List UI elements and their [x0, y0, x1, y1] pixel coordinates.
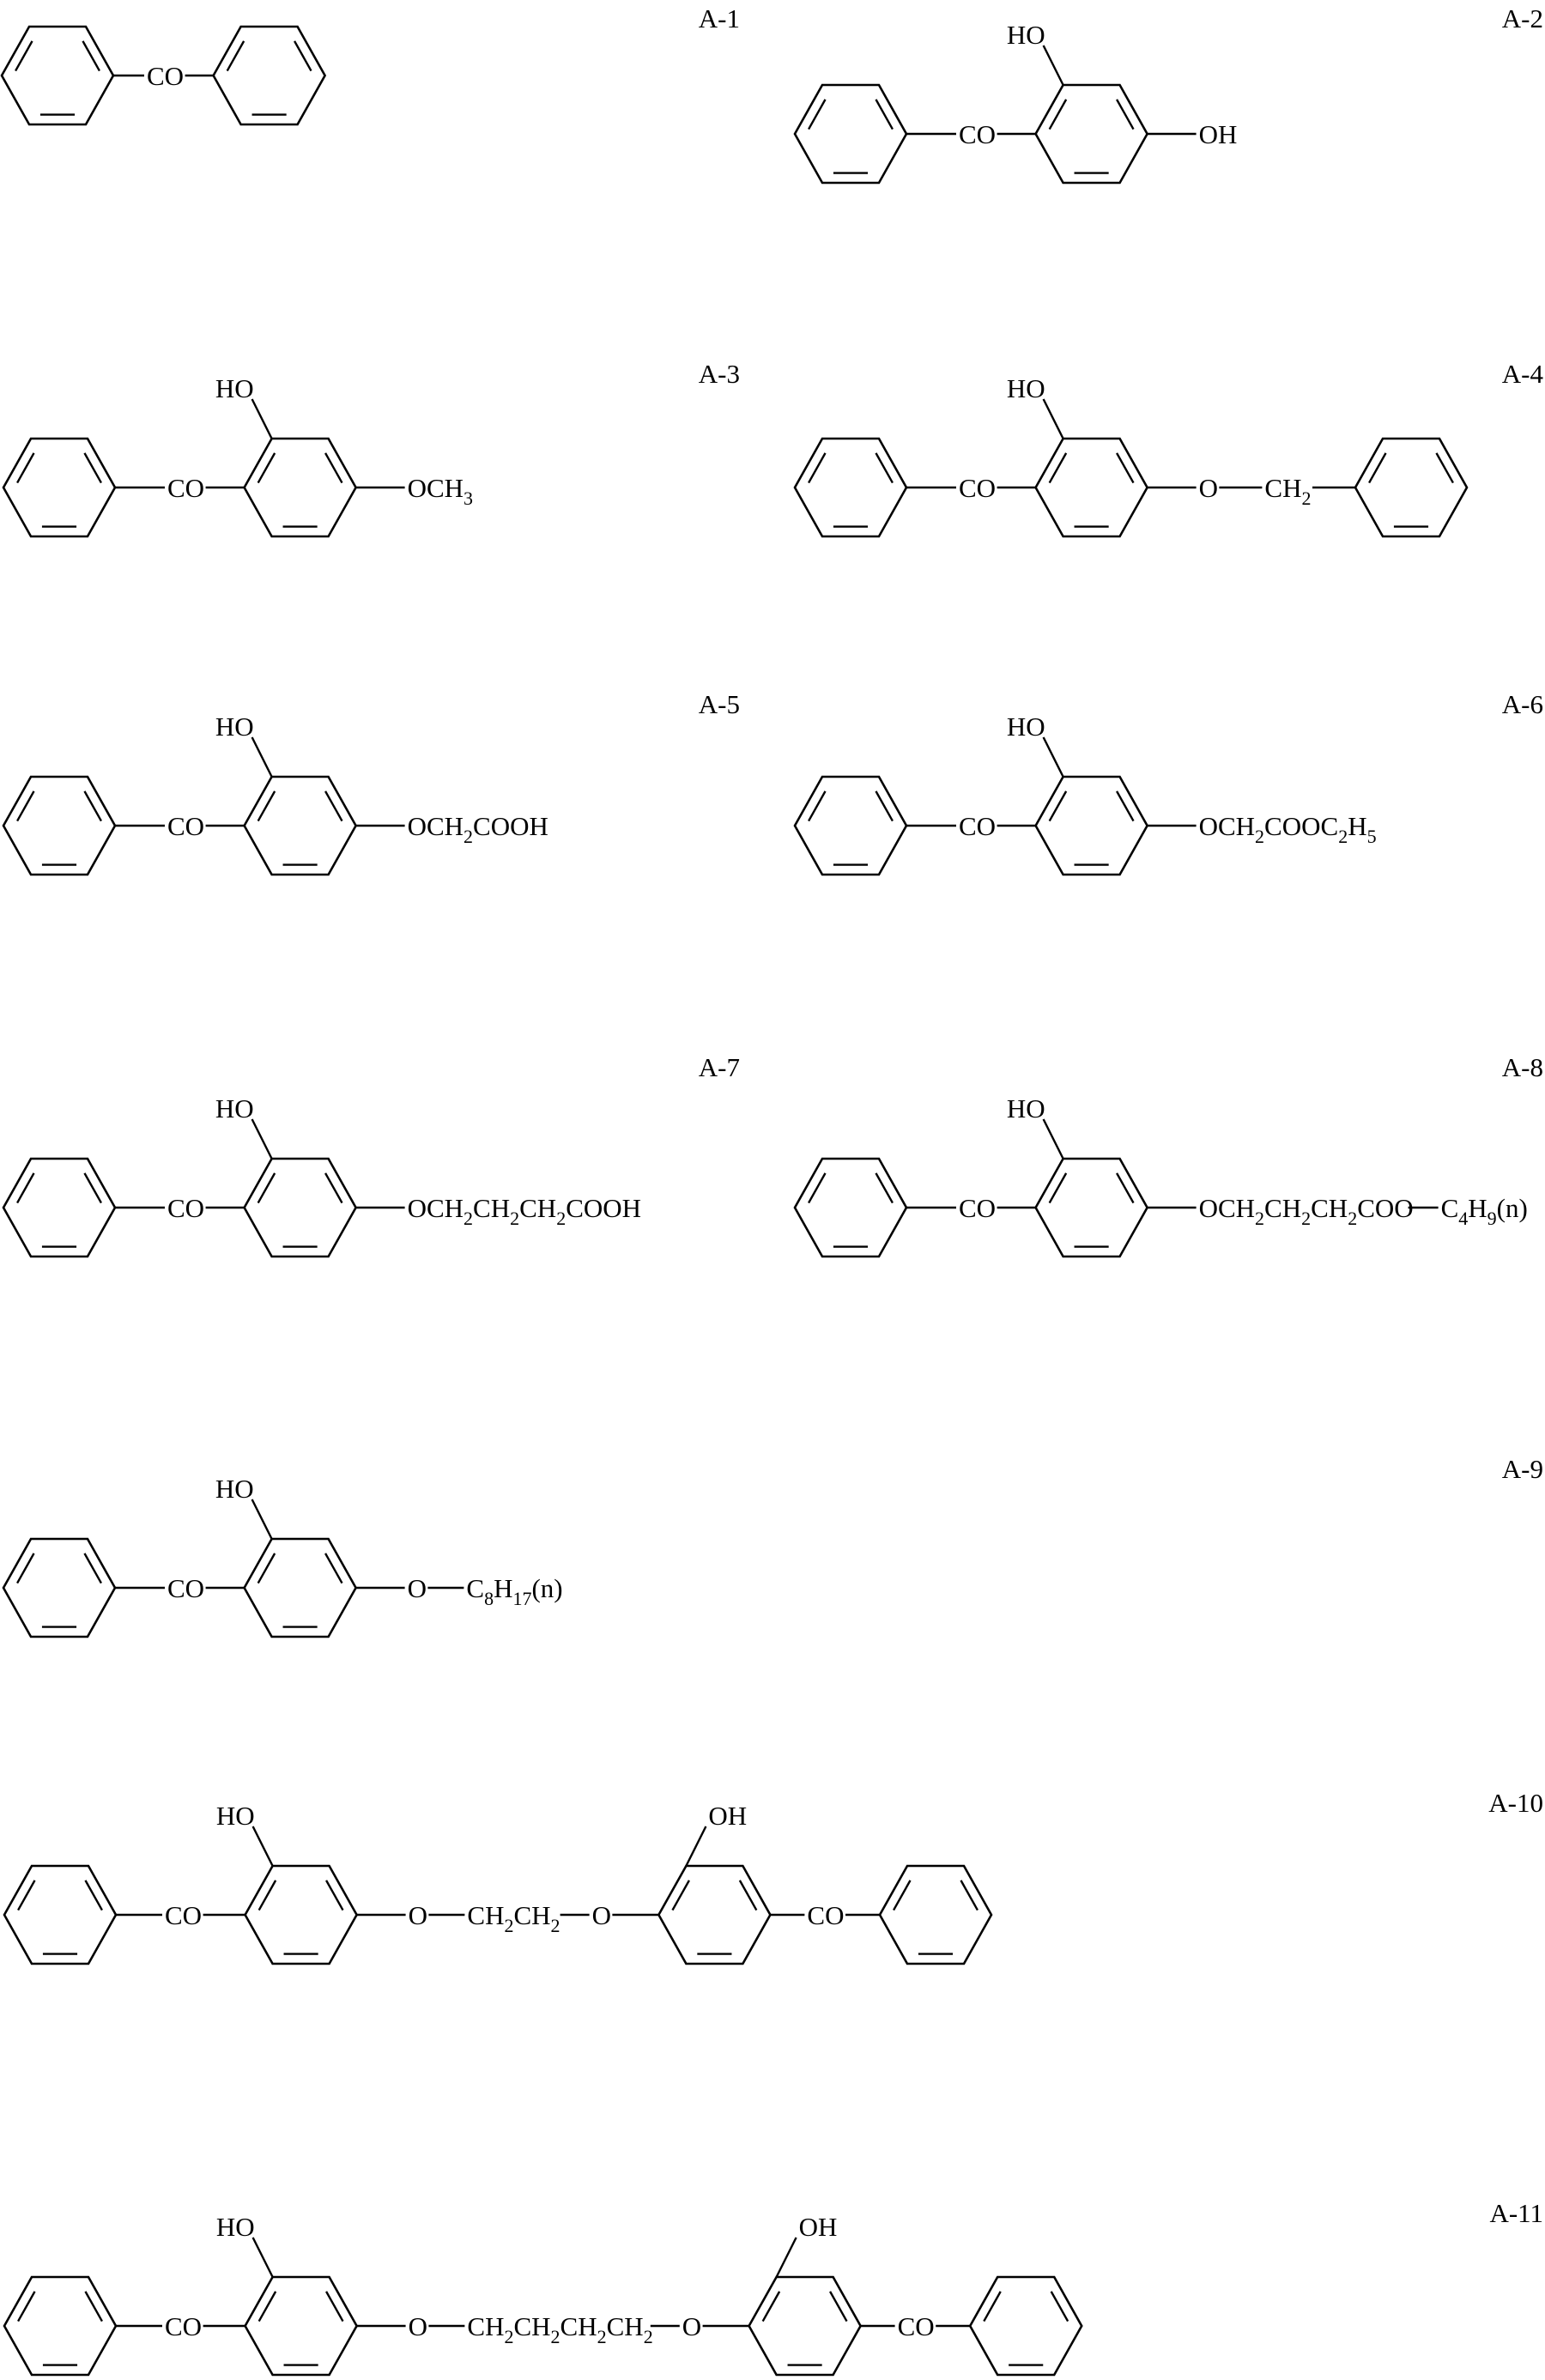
benzene-ring: [1036, 1159, 1148, 1257]
compound-label-A-9: A-9: [1501, 1454, 1543, 1484]
formula-text: CO: [165, 1900, 203, 1930]
formula-text: O: [682, 2311, 702, 2341]
hydroxyl-bond: [1044, 399, 1063, 439]
benzene-ring: [2, 27, 113, 124]
formula-text: CO: [959, 1193, 997, 1223]
formula-text: O: [408, 2311, 427, 2341]
benzene-ring: [1036, 439, 1148, 536]
compound-label-A-2: A-2: [1501, 3, 1543, 33]
formula-text: CO: [959, 811, 997, 841]
formula-text: CO: [167, 473, 205, 503]
benzene-ring: [970, 2277, 1082, 2375]
hydroxyl-label: HO: [1006, 1093, 1045, 1123]
hydroxyl-label: OH: [708, 1801, 748, 1831]
compound-label-A-11: A-11: [1489, 2198, 1543, 2228]
formula-text: $OCH_2COOC_2H_5$: [1198, 811, 1377, 847]
hydroxyl-label: HO: [215, 1093, 254, 1123]
benzene-ring: [658, 1866, 770, 1964]
hydroxyl-bond: [686, 1826, 706, 1866]
formula-text: CO: [147, 61, 185, 91]
formula-text: CO: [167, 1193, 205, 1223]
hydroxyl-bond: [777, 2238, 797, 2277]
hydroxyl-label: HO: [1006, 712, 1045, 742]
structure-A-6: [795, 712, 1377, 875]
benzene-ring: [1036, 777, 1148, 875]
hydroxyl-bond: [253, 1826, 273, 1866]
formula-text: $C_4H_9(n)$: [1440, 1193, 1528, 1229]
formula-text: $CH_2CH_2CH_2CH_2$: [467, 2311, 653, 2347]
benzene-ring: [3, 439, 115, 536]
hydroxyl-label: HO: [215, 712, 254, 742]
structure-A-8: [795, 1093, 1528, 1257]
formula-text: $CH_2$: [1264, 473, 1312, 509]
hydroxyl-bond: [1044, 45, 1063, 85]
structure-A-4: [795, 373, 1467, 536]
formula-text: CO: [807, 1900, 845, 1930]
formula-text: $OCH_2COOH$: [407, 811, 548, 847]
benzene-ring: [245, 439, 356, 536]
formula-text: CO: [897, 2311, 935, 2341]
structure-A-5: [3, 712, 548, 875]
structure-A-9: [3, 1474, 563, 1637]
hydroxyl-label: HO: [215, 1474, 254, 1504]
compound-label-A-3: A-3: [698, 359, 740, 389]
benzene-ring: [1036, 85, 1148, 183]
formula-text: CO: [959, 473, 997, 503]
formula-text: $OCH_2CH_2CH_2COOH$: [407, 1193, 642, 1229]
formula-text: O: [407, 1573, 427, 1603]
benzene-ring: [245, 1159, 356, 1257]
hydroxyl-bond: [253, 2238, 273, 2277]
benzene-ring: [245, 2277, 357, 2375]
benzene-ring: [795, 439, 906, 536]
structure-A-7: [3, 1093, 641, 1257]
hydroxyl-label: HO: [215, 1801, 255, 1831]
hydroxyl-bond: [252, 1119, 272, 1159]
hydroxyl-bond: [252, 1499, 272, 1539]
structure-A-10: [4, 1801, 991, 1964]
formula-text: $C_8H_{17}(n)$: [466, 1573, 563, 1609]
hydroxyl-bond: [1044, 1119, 1063, 1159]
structure-A-11: [4, 2212, 1082, 2375]
formula-text: CO: [959, 119, 997, 149]
formula-text: O: [591, 1900, 611, 1930]
compound-label-A-6: A-6: [1501, 689, 1543, 719]
hydroxyl-label: HO: [215, 373, 254, 403]
benzene-ring: [245, 1866, 357, 1964]
formula-text: CO: [165, 2311, 203, 2341]
hydroxyl-label: OH: [798, 2212, 838, 2242]
benzene-ring: [795, 1159, 906, 1257]
compound-label-A-7: A-7: [698, 1052, 740, 1082]
structure-A-3: [3, 373, 473, 536]
formula-text: O: [1198, 473, 1218, 503]
hydroxyl-label: HO: [1006, 373, 1045, 403]
compound-label-A-8: A-8: [1501, 1052, 1543, 1082]
benzene-ring: [4, 1866, 116, 1964]
compound-label-A-5: A-5: [698, 689, 740, 719]
structure-A-2: [795, 20, 1237, 183]
hydroxyl-bond: [252, 399, 272, 439]
benzene-ring: [1355, 439, 1467, 536]
benzene-ring: [880, 1866, 991, 1964]
benzene-ring: [749, 2277, 861, 2375]
formula-text: CO: [167, 811, 205, 841]
benzene-ring: [245, 1539, 356, 1637]
compound-label-A-4: A-4: [1501, 359, 1543, 389]
benzene-ring: [795, 85, 906, 183]
structure-A-1: [2, 27, 325, 124]
compound-label-A-1: A-1: [698, 3, 740, 33]
benzene-ring: [214, 27, 325, 124]
benzene-ring: [3, 1539, 115, 1637]
benzene-ring: [3, 777, 115, 875]
benzene-ring: [3, 1159, 115, 1257]
compound-label-A-10: A-10: [1488, 1788, 1543, 1818]
formula-text: $OCH_2CH_2CH_2COO$: [1198, 1193, 1414, 1229]
benzene-ring: [245, 777, 356, 875]
hydroxyl-label: HO: [1006, 20, 1045, 50]
formula-text: OH: [1198, 119, 1238, 149]
hydroxyl-bond: [1044, 737, 1063, 777]
formula-text: O: [408, 1900, 427, 1930]
hydroxyl-label: HO: [215, 2212, 255, 2242]
hydroxyl-bond: [252, 737, 272, 777]
benzene-ring: [795, 777, 906, 875]
formula-text: CO: [167, 1573, 205, 1603]
formula-text: $CH_2CH_2$: [467, 1900, 560, 1936]
benzene-ring: [4, 2277, 116, 2375]
formula-text: $OCH_3$: [407, 473, 474, 509]
